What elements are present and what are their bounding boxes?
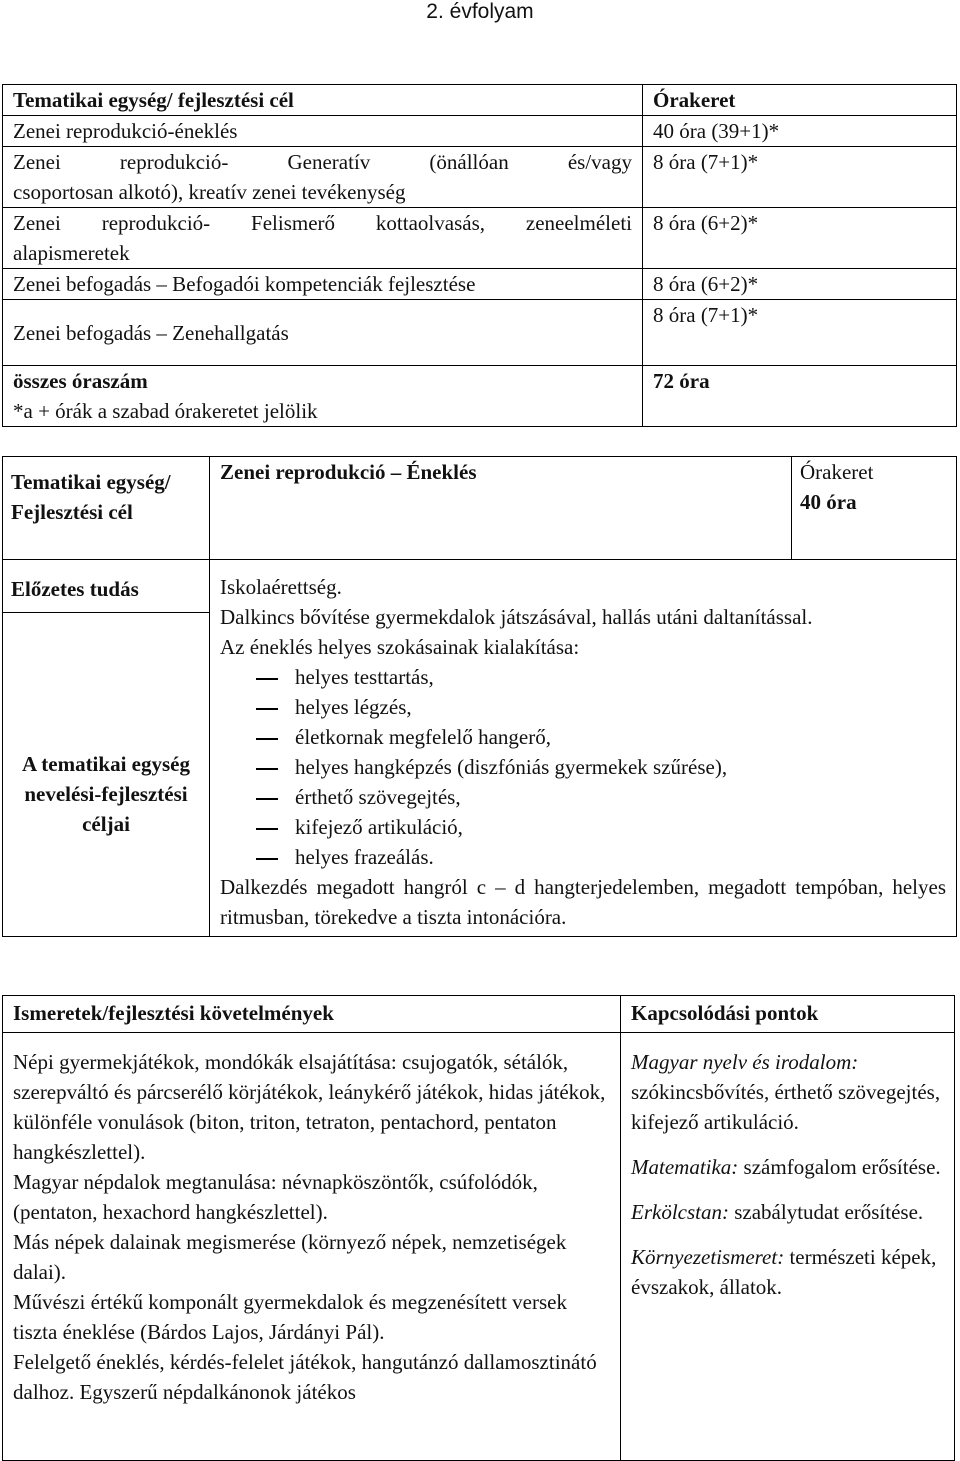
requirements-right-header: Kapcsolódási pontok: [621, 996, 955, 1033]
summary-total-label: összes óraszám: [13, 369, 148, 393]
link-subject: Erkölcstan:: [631, 1200, 729, 1224]
closing-text: Dalkezdés megadott hangról c – d hangterjedelemben, megadott tempóban, helyes ritmusban, törekedve a tiszta intonációra.: [220, 875, 946, 929]
unit-title: Zenei reprodukció – Éneklés: [210, 457, 792, 560]
summary-row-unit-line: alapismeretek: [13, 241, 130, 265]
summary-row-hours: 8 óra (7+1)*: [643, 300, 957, 366]
requirements-header-row: [3, 996, 955, 1033]
bullet-text: helyes frazeálás.: [295, 845, 434, 869]
link-item: [631, 1197, 944, 1227]
bullet-item: [220, 842, 946, 872]
summary-row-unit-line: csoportosan alkotó), kreatív zenei tevékenység: [13, 180, 406, 204]
bullet-text: helyes hangképzés (diszfóniás gyermekek szűrése),: [295, 755, 728, 779]
bullet-item: [220, 692, 946, 722]
dash-icon: [220, 692, 295, 722]
summary-table: [2, 84, 957, 427]
bullet-item: [220, 752, 946, 782]
link-text: természeti képek, évszakok, állatok.: [631, 1245, 937, 1299]
requirement-paragraph: Népi gyermekjátékok, mondókák elsajátítása: csujogatók, sétálók, szerepváltó és párcserélő körjátékok, leánykérő játékok, hidas játékok, különféle vonulások (biton, triton, tetraton, pentachord, pentaton hangkészlettel).: [13, 1050, 606, 1164]
bullet-text: helyes légzés,: [295, 695, 412, 719]
requirements-body-row: [3, 1033, 955, 1461]
requirements-left-header: Ismeretek/fejlesztési követelmények: [3, 996, 621, 1033]
summary-row-unit-line: Zenei reprodukció-éneklés: [13, 119, 238, 143]
bullet-text: helyes testtartás,: [295, 665, 434, 689]
link-subject: Magyar nyelv és irodalom:: [631, 1050, 859, 1074]
bullet-item: [220, 722, 946, 752]
summary-row: [3, 147, 957, 208]
content-line: Az éneklés helyes szokásainak kialakítása:: [220, 635, 580, 659]
summary-row-unit-line: Zenei reprodukció- Felismerő kottaolvasás, zeneelméleti: [13, 211, 632, 235]
summary-total-row: [3, 366, 957, 427]
link-item: [631, 1047, 944, 1137]
goals-label: A tematikai egység nevelési-fejlesztési céljai: [22, 752, 190, 836]
requirement-paragraph: Más népek dalainak megismerése (környező népek, nemzetiségek dalai).: [13, 1230, 567, 1284]
summary-total-cell: [3, 366, 643, 427]
summary-note: *a + órák a szabad órakeretet jelölik: [13, 399, 318, 423]
prior-knowledge-label: Előzetes tudás: [3, 560, 209, 613]
link-subject: Matematika:: [631, 1155, 739, 1179]
summary-row-unit: [3, 269, 643, 300]
dash-icon: [220, 842, 295, 872]
summary-row-unit: [3, 208, 643, 269]
links-content: [621, 1033, 955, 1461]
link-text: szabálytudat erősítése.: [734, 1200, 924, 1224]
summary-row: [3, 300, 957, 366]
dash-icon: [220, 812, 295, 842]
bullet-text: kifejező artikuláció,: [295, 815, 463, 839]
bullet-item: [220, 782, 946, 812]
content-line: Iskolaérettség.: [220, 575, 342, 599]
bullet-text: életkornak megfelelő hangerő,: [295, 725, 551, 749]
bullet-item: [220, 812, 946, 842]
bullet-text: érthető szövegejtés,: [295, 785, 461, 809]
summary-row-unit: [3, 300, 643, 366]
unit-body-row: [3, 560, 957, 937]
summary-row-unit: [3, 116, 643, 147]
unit-hours-value: 40 óra: [800, 490, 857, 514]
summary-row: [3, 208, 957, 269]
unit-table: [2, 456, 957, 937]
summary-row-unit: [3, 147, 643, 208]
summary-total-hours: 72 óra: [643, 366, 957, 427]
content-line: Dalkincs bővítése gyermekdalok játszásával, hallás utáni daltanítással.: [220, 605, 813, 629]
link-item: [631, 1152, 944, 1182]
summary-row: [3, 269, 957, 300]
summary-row-unit-line: Zenei befogadás – Zenehallgatás: [13, 320, 289, 345]
unit-hours-cell: [792, 457, 957, 560]
dash-icon: [220, 722, 295, 752]
requirement-paragraph: Magyar népdalok megtanulása: névnapköszöntők, csúfolódók, (pentaton, hexachord hangkészlettel).: [13, 1170, 538, 1224]
link-text: számfogalom erősítése.: [743, 1155, 941, 1179]
page-title: 2. évfolyam: [426, 0, 534, 23]
link-subject: Környezetismeret:: [631, 1245, 785, 1269]
summary-header-hours: Órakeret: [643, 85, 957, 116]
unit-hours-label: Órakeret: [800, 460, 874, 484]
dash-icon: [220, 752, 295, 782]
summary-row-hours: 8 óra (6+2)*: [643, 208, 957, 269]
requirement-paragraph: Felelgető éneklés, kérdés-felelet játékok, hangutánzó dallamosztinátó dalhoz. Egyszerű népdalkánonok játékos: [13, 1350, 597, 1404]
requirements-content: [3, 1033, 621, 1461]
summary-row-hours: 40 óra (39+1)*: [643, 116, 957, 147]
summary-row-hours: 8 óra (6+2)*: [643, 269, 957, 300]
unit-left-labels: [3, 560, 210, 937]
requirements-table: [2, 995, 955, 1461]
unit-label: Tematikai egység/ Fejlesztési cél: [3, 457, 210, 560]
summary-header-row: [3, 85, 957, 116]
unit-content: [210, 560, 957, 937]
bullet-item: [220, 662, 946, 692]
summary-row: [3, 116, 957, 147]
unit-header-row: [3, 457, 957, 560]
dash-icon: [220, 662, 295, 692]
summary-row-hours: 8 óra (7+1)*: [643, 147, 957, 208]
requirement-paragraph: Művészi értékű komponált gyermekdalok és megzenésített versek tiszta éneklése (Bárdos Lajos, Járdányi Pál).: [13, 1290, 567, 1344]
summary-row-unit-line: Zenei befogadás – Befogadói kompetenciák fejlesztése: [13, 272, 476, 296]
summary-row-unit-line: Zenei reprodukció- Generatív (önállóan és/vagy: [13, 150, 632, 174]
link-item: [631, 1242, 944, 1302]
summary-header-unit: Tematikai egység/ fejlesztési cél: [3, 85, 643, 116]
dash-icon: [220, 782, 295, 812]
link-text: szókincsbővítés, érthető szövegejtés, kifejező artikuláció.: [631, 1080, 941, 1134]
